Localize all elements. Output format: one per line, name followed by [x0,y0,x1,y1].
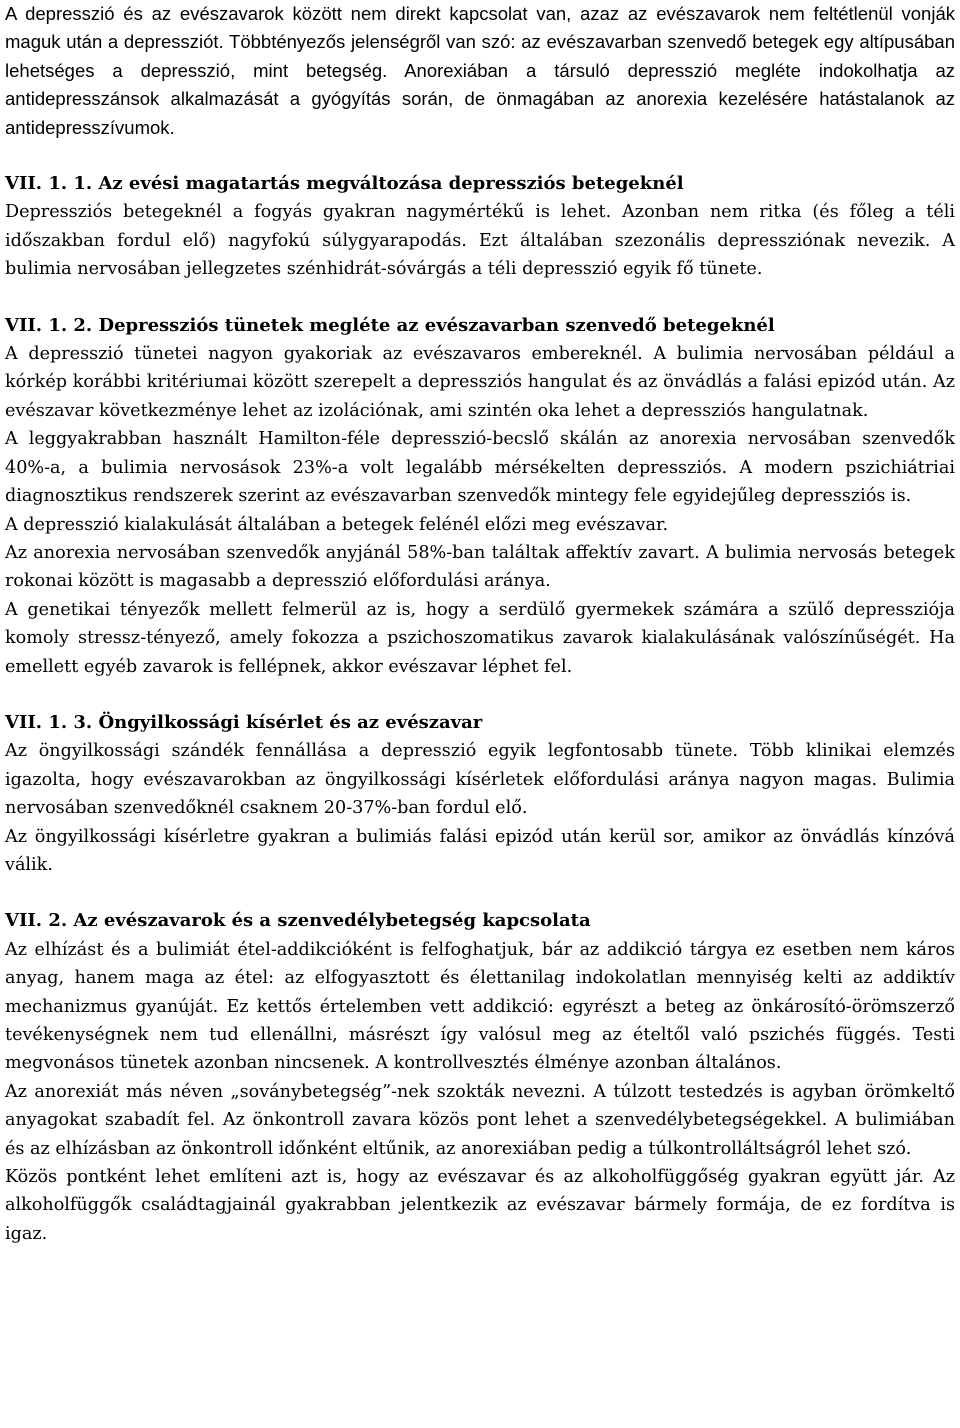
section-heading: VII. 2. Az evészavarok és a szenvedélybetegség kapcsolata [5,910,591,932]
section-paragraph: Közös pontként lehet említeni azt is, hogy az evészavar és az alkoholfüggőség gyakran együtt jár. Az alkoholfüggők családtagjainál gyakrabban jelentkezik az evészavar bármely formája, de ez fordítva is igaz. [5,1167,955,1244]
spacer [5,142,955,170]
section-suicide-attempt [5,709,955,879]
document-page [5,0,955,1248]
section-paragraph: A leggyakrabban használt Hamilton-féle depresszió-becslő skálán az anorexia nervosában szenvedők 40%-a, a bulimia nervosások 23%-a volt legalább mérsékelten depressziós. A modern pszichiátriai diagnosztikus rendszerek szerint az evészavarban szenvedők mintegy fele egyidejűleg depressziós is. [5,429,955,507]
spacer [5,879,955,907]
section-depressive-symptoms [5,312,955,681]
section-paragraph: A genetikai tényezők mellett felmerül az is, hogy a serdülő gyermekek számára a szülő depressziója komoly stressz-tényező, amely fokozza a pszichoszomatikus zavarok kialakulásának valószínűségét. Ha emellett egyéb zavarok is fellépnek, akkor evészavar léphet fel. [5,599,955,677]
section-paragraph: A depresszió tünetei nagyon gyakoriak az evészavaros embereknél. A bulimia nervosában például a kórkép korábbi kritériumai között szerepelt a depressziós hangulat és az önvádlás a falási epizód után. Az evészavar következménye lehet az izolációnak, ami szintén oka lehet a depressziós hangulatnak. [5,344,955,421]
section-paragraph: Depressziós betegeknél a fogyás gyakran nagymértékű is lehet. Azonban nem ritka (és főleg a téli időszakban fordul elő) nagyfokú súlygyarapodás. Ezt általában szezonális depressziónak nevezik. A bulimia nervosában jellegzetes szénhidrát-sóvárgás a téli depresszió egyik fő tünete. [5,202,955,280]
section-heading: VII. 1. 3. Öngyilkossági kísérlet és az evészavar [5,711,483,733]
section-paragraph: Az anorexiát más néven „soványbetegség”-nek szokták nevezni. A túlzott testedzés is agyban örömkeltő anyagokat szabadít fel. Az önkontroll zavara közös pont lehet a szenvedélybetegségekkel. A bulimiában és az elhízásban az önkontroll időnként eltűnik, az anorexiában pedig a túlkontrolláltságról lehet szó. [5,1081,955,1159]
spacer [5,284,955,312]
section-paragraph: Az anorexia nervosában szenvedők anyjánál 58%-ban találtak affektív zavart. A bulimia nervosás betegek rokonai között is magasabb a depresszió előfordulási aránya. [5,542,955,592]
section-paragraph: Az öngyilkossági szándék fennállása a depresszió egyik legfontosabb tünete. Több klinikai elemzés igazolta, hogy evészavarokban az öngyilkossági kísérletek előfordulási aránya nagyon magas. Bulimia nervosában szenvedőknél csaknem 20-37%-ban fordul elő. [5,741,955,819]
section-heading: VII. 1. 2. Depressziós tünetek megléte az evészavarban szenvedő betegeknél [5,314,775,336]
section-paragraph: A depresszió kialakulását általában a betegek felénél előzi meg evészavar. [5,514,669,535]
section-eating-behavior-change [5,170,955,284]
intro-paragraph: A depresszió és az evészavarok között nem direkt kapcsolat van, azaz az evészavarok nem feltétlenül vonják maguk után a depressziót. Többtényezős jelenségről van szó: az evészavarban szenvedő betegek egy altípusában lehetséges a depresszió, mint betegség. Anorexiában a társuló depresszió megléte indokolhatja az antidepresszánsok alkalmazását a gyógyítás során, de önmagában az anorexia kezelésére hatástalanok az antidepresszívumok. [5,3,955,138]
section-heading: VII. 1. 1. Az evési magatartás megváltozása depressziós betegeknél [5,173,684,195]
section-paragraph: Az elhízást és a bulimiát étel-addikcióként is felfoghatjuk, bár az addikció tárgya ez esetben nem káros anyag, hanem maga az étel: az elfogyasztott és élettanilag indokolatlan mennyiség kelti az addiktív mechanizmus gyanúját. Ez kettős értelemben vett addikció: egyrészt a beteg az önkárosító-örömszerző tevékenységnek nem tud ellenállni, másrészt így valósul meg az ételtől való pszichés függés. Testi megvonásos tünetek azonban nincsenek. A kontrollvesztés élménye azonban általános. [5,939,955,1074]
section-addiction-relation [5,907,955,1248]
spacer [5,681,955,709]
section-paragraph: Az öngyilkossági kísérletre gyakran a bulimiás falási epizód után kerül sor, amikor az önvádlás kínzóvá válik. [5,826,955,875]
